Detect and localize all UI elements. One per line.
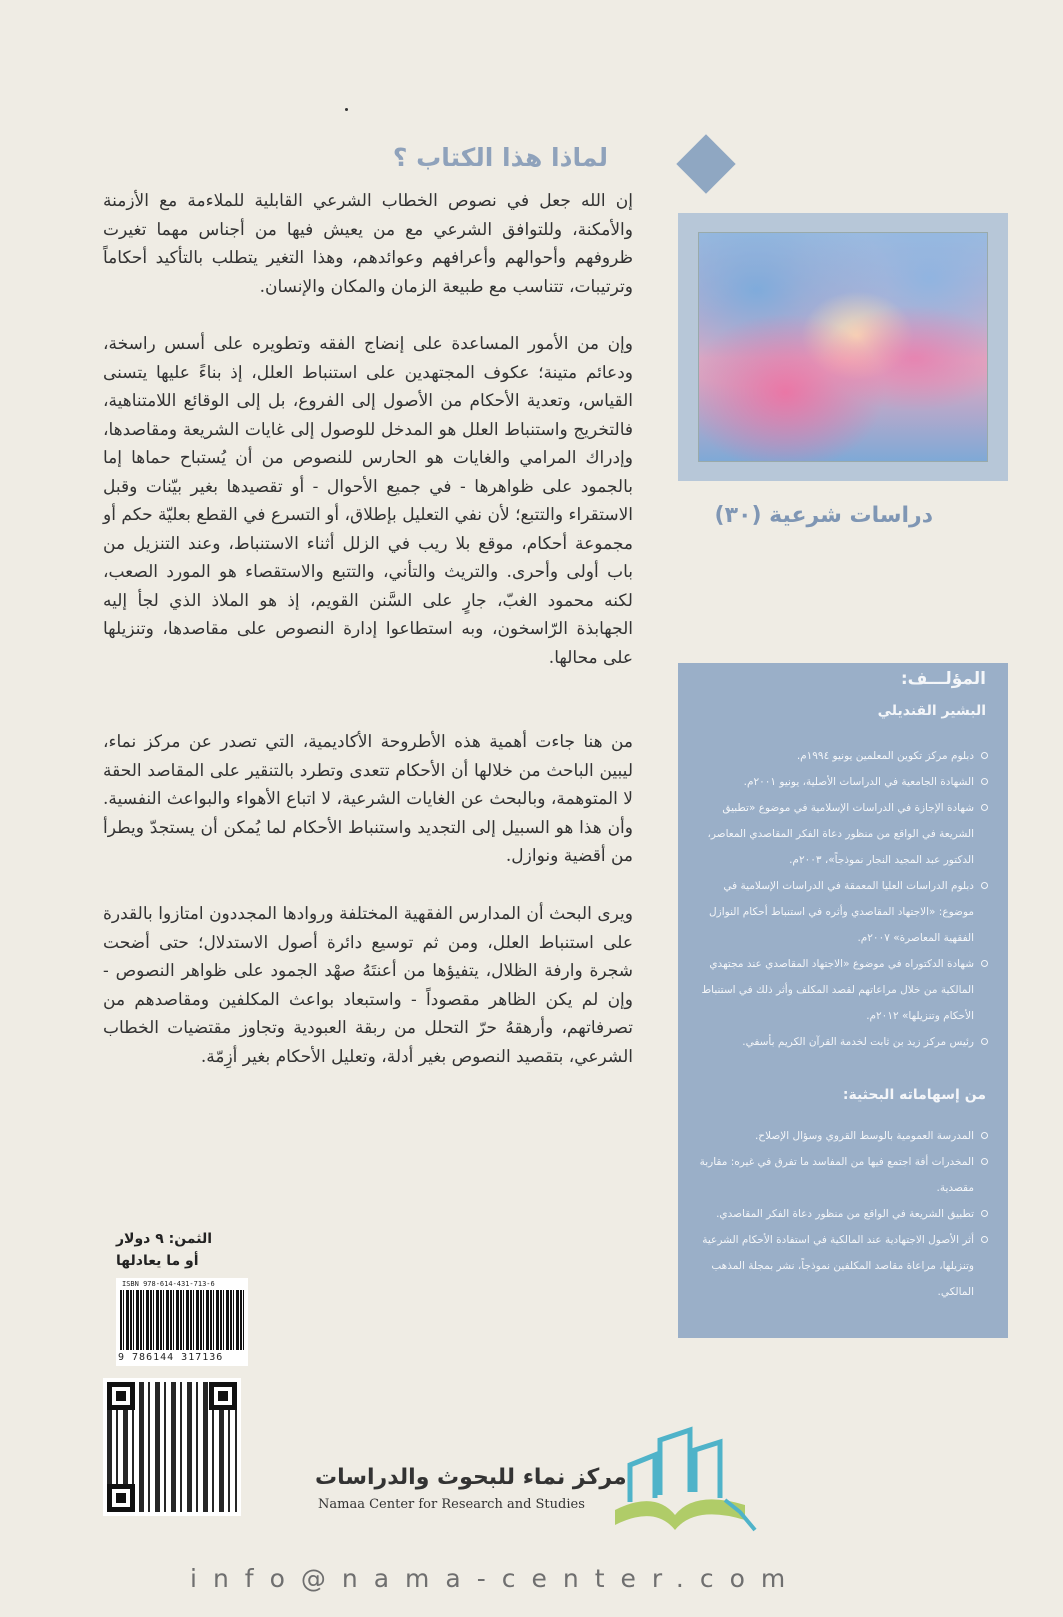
- paragraph-2: وإن من الأمور المساعدة على إنضاج الفقه وتطويره على أسس راسخة، ودعائم متينة؛ عكوف المجتهدين على استنباط العلل، إذ بناءً عليها يتسنى القياس، وتعدية الأحكام من الأصول إلى الفروع، بل إلى الوقائع اللامتناهية، فالتخريج واستنباط العلل هو المدخل للوصول إلى غايات الشريعة ومقاصدها، وإدراك المرامي والغايات هو الحارس للنصوص من أن يُستباح حماها إما بالجمود على ظواهرها - في جميع الأحوال - أو تقصيدها بغير بيّنات وقبل الاستقراء والتتبع؛ لأن نفي التعليل بإطلاق، أو التسرع في القطع بعليّة حكم أو مجموعة أحكام، موقع بلا ريب في الزلل أثناء الاستنباط، وعند التنزيل من باب أولى وأحرى. والتريث والتأني، والتتبع والاستقصاء هو المورد الصعب، لكنه محمود الغبّ، جارٍ على السَّنن القويم، إذ هو الملاذ الذي لجأ إليه الجهابذة الرّاسخون، وبه استطاعوا إدارة النصوص على مقاصدها، وتنزيلها على محالها.: [103, 334, 633, 668]
- price-equivalent: أو ما يعادلها: [116, 1253, 199, 1269]
- section-heading: لماذا هذا الكتاب ؟: [392, 143, 608, 172]
- list-item: المدرسة العمومية بالوسط القروي وسؤال الإصلاح.: [698, 1123, 990, 1149]
- contributions-heading: من إسهاماته البحثية:: [842, 1087, 986, 1103]
- author-name: البشير القنديلي: [877, 703, 986, 719]
- list-item: شهادة الدكتوراه في موضوع «الاجتهاد المقاصدي عند مجتهدي المالكية من خلال مراعاتهم لقصد المكلف وأثر ذلك في استنباط الأحكام وتنزيلها» ٢٠١٢م.: [698, 951, 990, 1029]
- publisher-name-en: Namaa Center for Research and Studies: [318, 1497, 585, 1512]
- paragraph-1: إن الله جعل في نصوص الخطاب الشرعي القابلية للملاءمة مع الأزمنة والأمكنة، وللتوافق الشرعي مع من يعيش فيها من أجناس مهما تغيرت ظروفهم وأحوالهم وأعرافهم وعوائدهم، وهذا التغير يتطلب بالتأكيد أحكاماً وترتيبات، تتناسب مع طبيعة الزمان والمكان والإنسان.: [103, 191, 633, 297]
- contributions-list: [698, 1123, 990, 1305]
- ink-dot: [345, 108, 348, 111]
- qr-finder-icon: [107, 1484, 135, 1512]
- author-box: [678, 663, 1008, 1338]
- publisher-email: info@nama-center.com: [190, 1564, 802, 1593]
- cover-painting: [698, 232, 988, 462]
- qr-finder-icon: [209, 1382, 237, 1410]
- price-line: الثمن: ٩ دولار: [116, 1231, 213, 1247]
- list-item: الشهادة الجامعية في الدراسات الأصلية، يونيو ٢٠٠١م.: [698, 769, 990, 795]
- list-item: تطبيق الشريعة في الواقع من منظور دعاة الفكر المقاصدي.: [698, 1201, 990, 1227]
- list-item: شهادة الإجازة في الدراسات الإسلامية في موضوع «تطبيق الشريعة في الواقع من منظور دعاة الفكر المقاصدي المعاصر، الدكتور عبد المجيد النجار نموذجاً»، ٢٠٠٣م.: [698, 795, 990, 873]
- paragraph-4: ويرى البحث أن المدارس الفقهية المختلفة وروادها المجددون امتازوا بالقدرة على استنباط العلل، ومن ثم توسيع دائرة أصول الاستدلال؛ حتى أضحت شجرة وارفة الظلال، يتفيؤها من أعنتَهُ صهْد الجمود على ظواهر النصوص - وإن لم يكن الظاهر مقصوداً - واستبعاد بواعث المكلفين ومقاصدهم من تصرفاتهم، وأرهقهُ حرّ التحلل من ربقة العبودية وتجاوز مقتضيات الخطاب الشرعي، بتقصيد النصوص بغير أدلة، وتعليل الأحكام بغير أزِمّة.: [103, 904, 633, 1067]
- series-title: دراسات شرعية (٣٠): [714, 503, 933, 528]
- list-item: دبلوم مركز تكوين المعلمين يونيو ١٩٩٤م.: [698, 743, 990, 769]
- qr-finder-icon: [107, 1382, 135, 1410]
- isbn-label: ISBN 978-614-431-713-6: [122, 1280, 215, 1288]
- list-item: دبلوم الدراسات العليا المعمقة في الدراسات الإسلامية في موضوع: «الاجتهاد المقاصدي وأثره في استنباط أحكام النوازل الفقهية المعاصرة» ٢٠٠٧م.: [698, 873, 990, 951]
- barcode-number: 9 786144 317136: [118, 1352, 224, 1363]
- barcode-bars: [120, 1290, 244, 1350]
- author-credentials-list: [698, 743, 990, 1055]
- price-label: [116, 1228, 276, 1272]
- publisher-name-ar: مركز نماء للبحوث والدراسات: [315, 1465, 627, 1490]
- author-heading: المؤلـــف:: [900, 669, 986, 689]
- diamond-ornament-icon: [676, 134, 735, 193]
- list-item: أثر الأصول الاجتهادية عند المالكية في استفادة الأحكام الشرعية وتنزيلها، مراعاة مقاصد المكلفين نموذجاً، نشر بمجلة المذهب المالكي.: [698, 1227, 990, 1305]
- paragraph-3: من هنا جاءت أهمية هذه الأطروحة الأكاديمية، التي تصدر عن مركز نماء، ليبين الباحث من خلالها أن الأحكام تتعدى وتطرد بالتنقير على المقاصد الحقة لا المتوهمة، وبالبحث عن الغايات الشرعية، لا اتباع الأهواء والبواعث النفسية. وأن هذا هو السبيل إلى التجديد واستنباط الأحكام لما يُمكن أن يستجدّ ويطرأ من أقضية ونوازل.: [103, 732, 633, 866]
- list-item: رئيس مركز زيد بن ثابت لخدمة القرآن الكريم بأسفي.: [698, 1029, 990, 1055]
- list-item: المخدرات أفة اجتمع فيها من المفاسد ما تفرق في غيره: مقاربة مقصدية.: [698, 1149, 990, 1201]
